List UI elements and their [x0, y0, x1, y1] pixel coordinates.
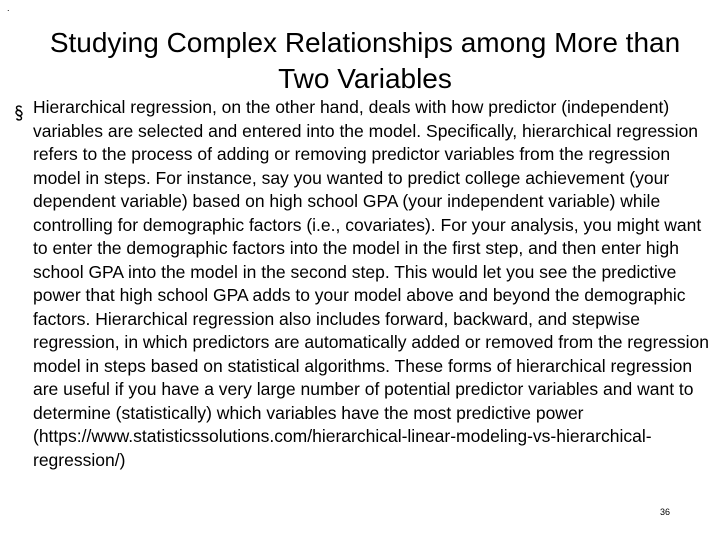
section-sign-icon: [13, 104, 25, 122]
slide-number: 36: [660, 507, 671, 517]
slide-title: Studying Complex Relationships among More than Two Variables: [49, 27, 681, 94]
corner-mark: .: [7, 3, 10, 13]
body-paragraph: Hierarchical regression, on the other hand, deals with how predictor (independent) variables are selected and entered into the model. Specifically, hierarchical regression refers to the process of adding or removing predictor variables from the regression model in steps. For instance, say you wanted to predict college achievement (your dependent variable) based on high school GPA (your independent variable) while controlling for demographic factors (i.e., covariates). For your analysis, you might want to enter the demographic factors into the model in the first step, and then enter high school GPA into the model in the second step. This would let you see the predictive power that high school GPA adds to your model above and beyond the demographic factors. Hierarchical regression also includes forward, backward, and stepwise regression, in which predictors are automatically added or removed from the regression model in steps based on statistical algorithms. These forms of hierarchical regression are useful if you have a very large number of potential predictor variables and want to determine (statistically) which variables have the most predictive power (https://www.statisticssolutions.com/hierarchical-linear-modeling-vs-hierarchical-regression/): [33, 97, 710, 470]
